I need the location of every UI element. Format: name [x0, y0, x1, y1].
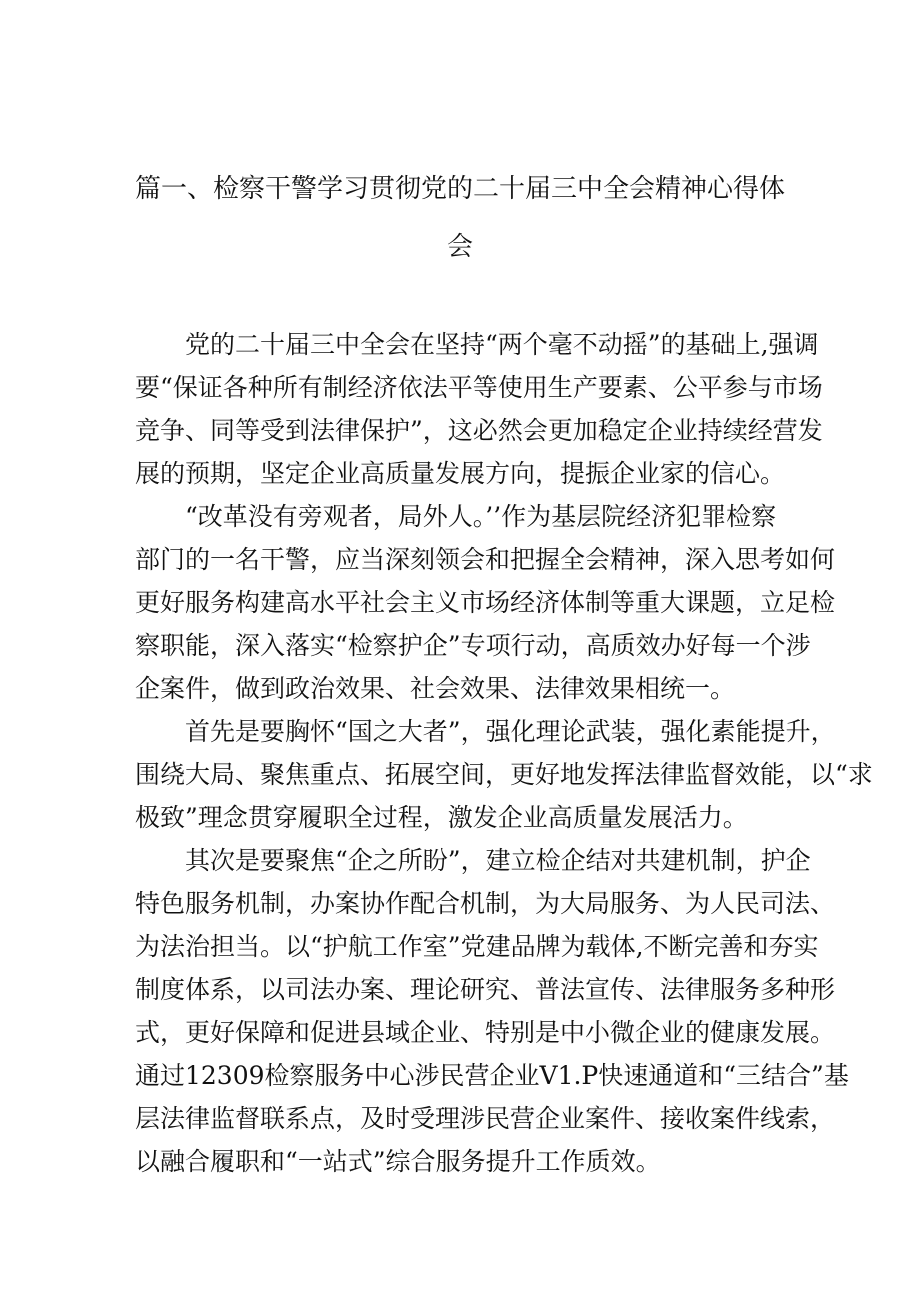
body-line: 党的二十届三中全会在坚持“两个毫不动摇”的基础上,强调 — [135, 330, 819, 359]
body-line: 为法治担当。以“护航工作室”党建品牌为载体,不断完善和夯实 — [135, 932, 819, 961]
document-title-line-2: 会 — [446, 232, 473, 262]
body-line: 制度体系，以司法办案、理论研究、普法宣传、法律服务多种形 — [135, 975, 836, 1004]
body-line: 察职能，深入落实“检察护企”专项行动，高质效办好每一个涉 — [135, 631, 811, 660]
body-line: 首先是要胸怀“国之大者”，强化理论武装，强化素能提升， — [135, 717, 836, 746]
body-line: 通过12309检察服务中心涉民营企业V1.P快速通道和“三结合”基 — [135, 1061, 849, 1090]
body-line: 竞争、同等受到法律保护”，这必然会更加稳定企业持续经营发 — [135, 416, 823, 445]
body-line: 更好服务构建高水平社会主义市场经济体制等重大课题，立足检 — [135, 588, 836, 617]
body-line: 要“保证各种所有制经济依法平等使用生产要素、公平参与市场 — [135, 373, 823, 402]
body-line: 层法律监督联系点，及时受理涉民营企业案件、接收案件线索， — [135, 1104, 836, 1133]
body-line: 部门的一名干警，应当深刻领会和把握全会精神，深入思考如何 — [135, 545, 836, 574]
document-title-line-1: 篇一、检察干警学习贯彻党的二十届三中全会精神心得体 — [135, 174, 786, 204]
body-line: “改革没有旁观者，局外人。’’作为基层院经济犯罪检察 — [135, 502, 777, 531]
body-line: 式，更好保障和促进县域企业、特别是中小微企业的健康发展。 — [135, 1018, 836, 1047]
body-line: 其次是要聚焦“企之所盼”，建立检企结对共建机制，护企 — [135, 846, 811, 875]
body-line: 极致”理念贯穿履职全过程，激发企业高质量发展活力。 — [135, 803, 748, 832]
body-line: 以融合履职和“一站式”综合服务提升工作质效。 — [135, 1147, 661, 1176]
body-line: 企案件，做到政治效果、社会效果、法律效果相统一。 — [135, 674, 736, 703]
body-line: 特色服务机制，办案协作配合机制，为大局服务、为人民司法、 — [135, 889, 836, 918]
body-line: 展的预期，坚定企业高质量发展方向，提振企业家的信心。 — [135, 459, 786, 488]
body-line: 围绕大局、聚焦重点、拓展空间，更好地发挥法律监督效能，以“求 — [135, 760, 873, 789]
